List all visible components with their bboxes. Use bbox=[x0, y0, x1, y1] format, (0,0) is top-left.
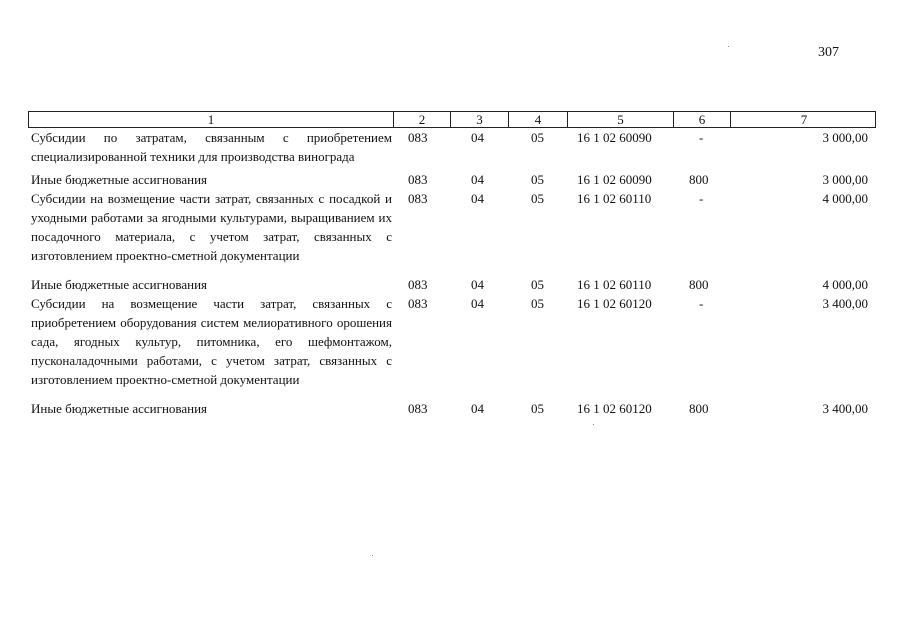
row-name: Иные бюджетные ассигнования bbox=[31, 401, 208, 416]
column-header-3: 3 bbox=[450, 112, 508, 127]
row-col4: 05 bbox=[531, 277, 544, 292]
scan-speck bbox=[593, 424, 594, 425]
row-col6: - bbox=[699, 130, 704, 145]
row-col6: - bbox=[699, 296, 704, 311]
row-col2: 083 bbox=[408, 401, 428, 416]
column-header-7: 7 bbox=[730, 112, 877, 127]
row-name: Субсидии по затратам, связанным с приобретением специализированной техники для производства винограда bbox=[31, 130, 392, 164]
column-header-2: 2 bbox=[393, 112, 450, 127]
table-row bbox=[28, 275, 876, 294]
row-amount: 3 400,00 bbox=[822, 401, 868, 416]
row-col6: 800 bbox=[689, 277, 709, 292]
row-name: Субсидии на возмещение части затрат, связанных с посадкой и уходными работами за ягодными культурами, выращиванием их посадочного материала, с учетом затрат, связанных с изготовлением проектно-сметной документации bbox=[31, 191, 392, 263]
scan-speck bbox=[728, 46, 729, 47]
row-amount: 3 400,00 bbox=[822, 296, 868, 311]
row-name: Иные бюджетные ассигнования bbox=[31, 277, 208, 292]
table-row bbox=[28, 294, 876, 389]
row-col5: 16 1 02 60110 bbox=[577, 191, 652, 206]
row-col2: 083 bbox=[408, 191, 428, 206]
row-col4: 05 bbox=[531, 296, 544, 311]
column-header-4: 4 bbox=[508, 112, 567, 127]
column-header-1: 1 bbox=[207, 112, 215, 127]
row-amount: 4 000,00 bbox=[822, 191, 868, 206]
column-header-5: 5 bbox=[567, 112, 673, 127]
row-col6: - bbox=[699, 191, 704, 206]
row-col6: 800 bbox=[689, 172, 709, 187]
row-col4: 05 bbox=[531, 401, 544, 416]
row-col3: 04 bbox=[471, 296, 484, 311]
row-name: Субсидии на возмещение части затрат, связанных с приобретением оборудования систем мелиоративного орошения сада, ягодных культур, питомника, его шефмонтажом, пусконаладочными работами, с учетом затрат, связанных с изготовлением проектно-сметной документации bbox=[31, 296, 392, 387]
row-col4: 05 bbox=[531, 172, 544, 187]
table-row bbox=[28, 170, 876, 189]
row-col2: 083 bbox=[408, 172, 428, 187]
row-col3: 04 bbox=[471, 191, 484, 206]
row-col3: 04 bbox=[471, 172, 484, 187]
row-amount: 3 000,00 bbox=[822, 130, 868, 145]
row-col5: 16 1 02 60110 bbox=[577, 277, 652, 292]
row-col4: 05 bbox=[531, 130, 544, 145]
row-amount: 4 000,00 bbox=[822, 277, 868, 292]
row-col5: 16 1 02 60120 bbox=[577, 296, 652, 311]
row-col5: 16 1 02 60090 bbox=[577, 172, 652, 187]
row-col3: 04 bbox=[471, 401, 484, 416]
budget-table bbox=[28, 111, 876, 418]
row-col5: 16 1 02 60120 bbox=[577, 401, 652, 416]
table-header-row bbox=[28, 111, 876, 128]
table-row bbox=[28, 399, 876, 418]
row-col6: 800 bbox=[689, 401, 709, 416]
row-col5: 16 1 02 60090 bbox=[577, 130, 652, 145]
row-col2: 083 bbox=[408, 277, 428, 292]
table-row bbox=[28, 128, 876, 166]
row-col2: 083 bbox=[408, 296, 428, 311]
row-col3: 04 bbox=[471, 130, 484, 145]
table-row bbox=[28, 189, 876, 265]
row-col3: 04 bbox=[471, 277, 484, 292]
row-name: Иные бюджетные ассигнования bbox=[31, 172, 208, 187]
scan-speck bbox=[372, 555, 373, 556]
page-number: 307 bbox=[818, 45, 839, 60]
row-col4: 05 bbox=[531, 191, 544, 206]
row-amount: 3 000,00 bbox=[822, 172, 868, 187]
column-header-6: 6 bbox=[673, 112, 730, 127]
row-col2: 083 bbox=[408, 130, 428, 145]
